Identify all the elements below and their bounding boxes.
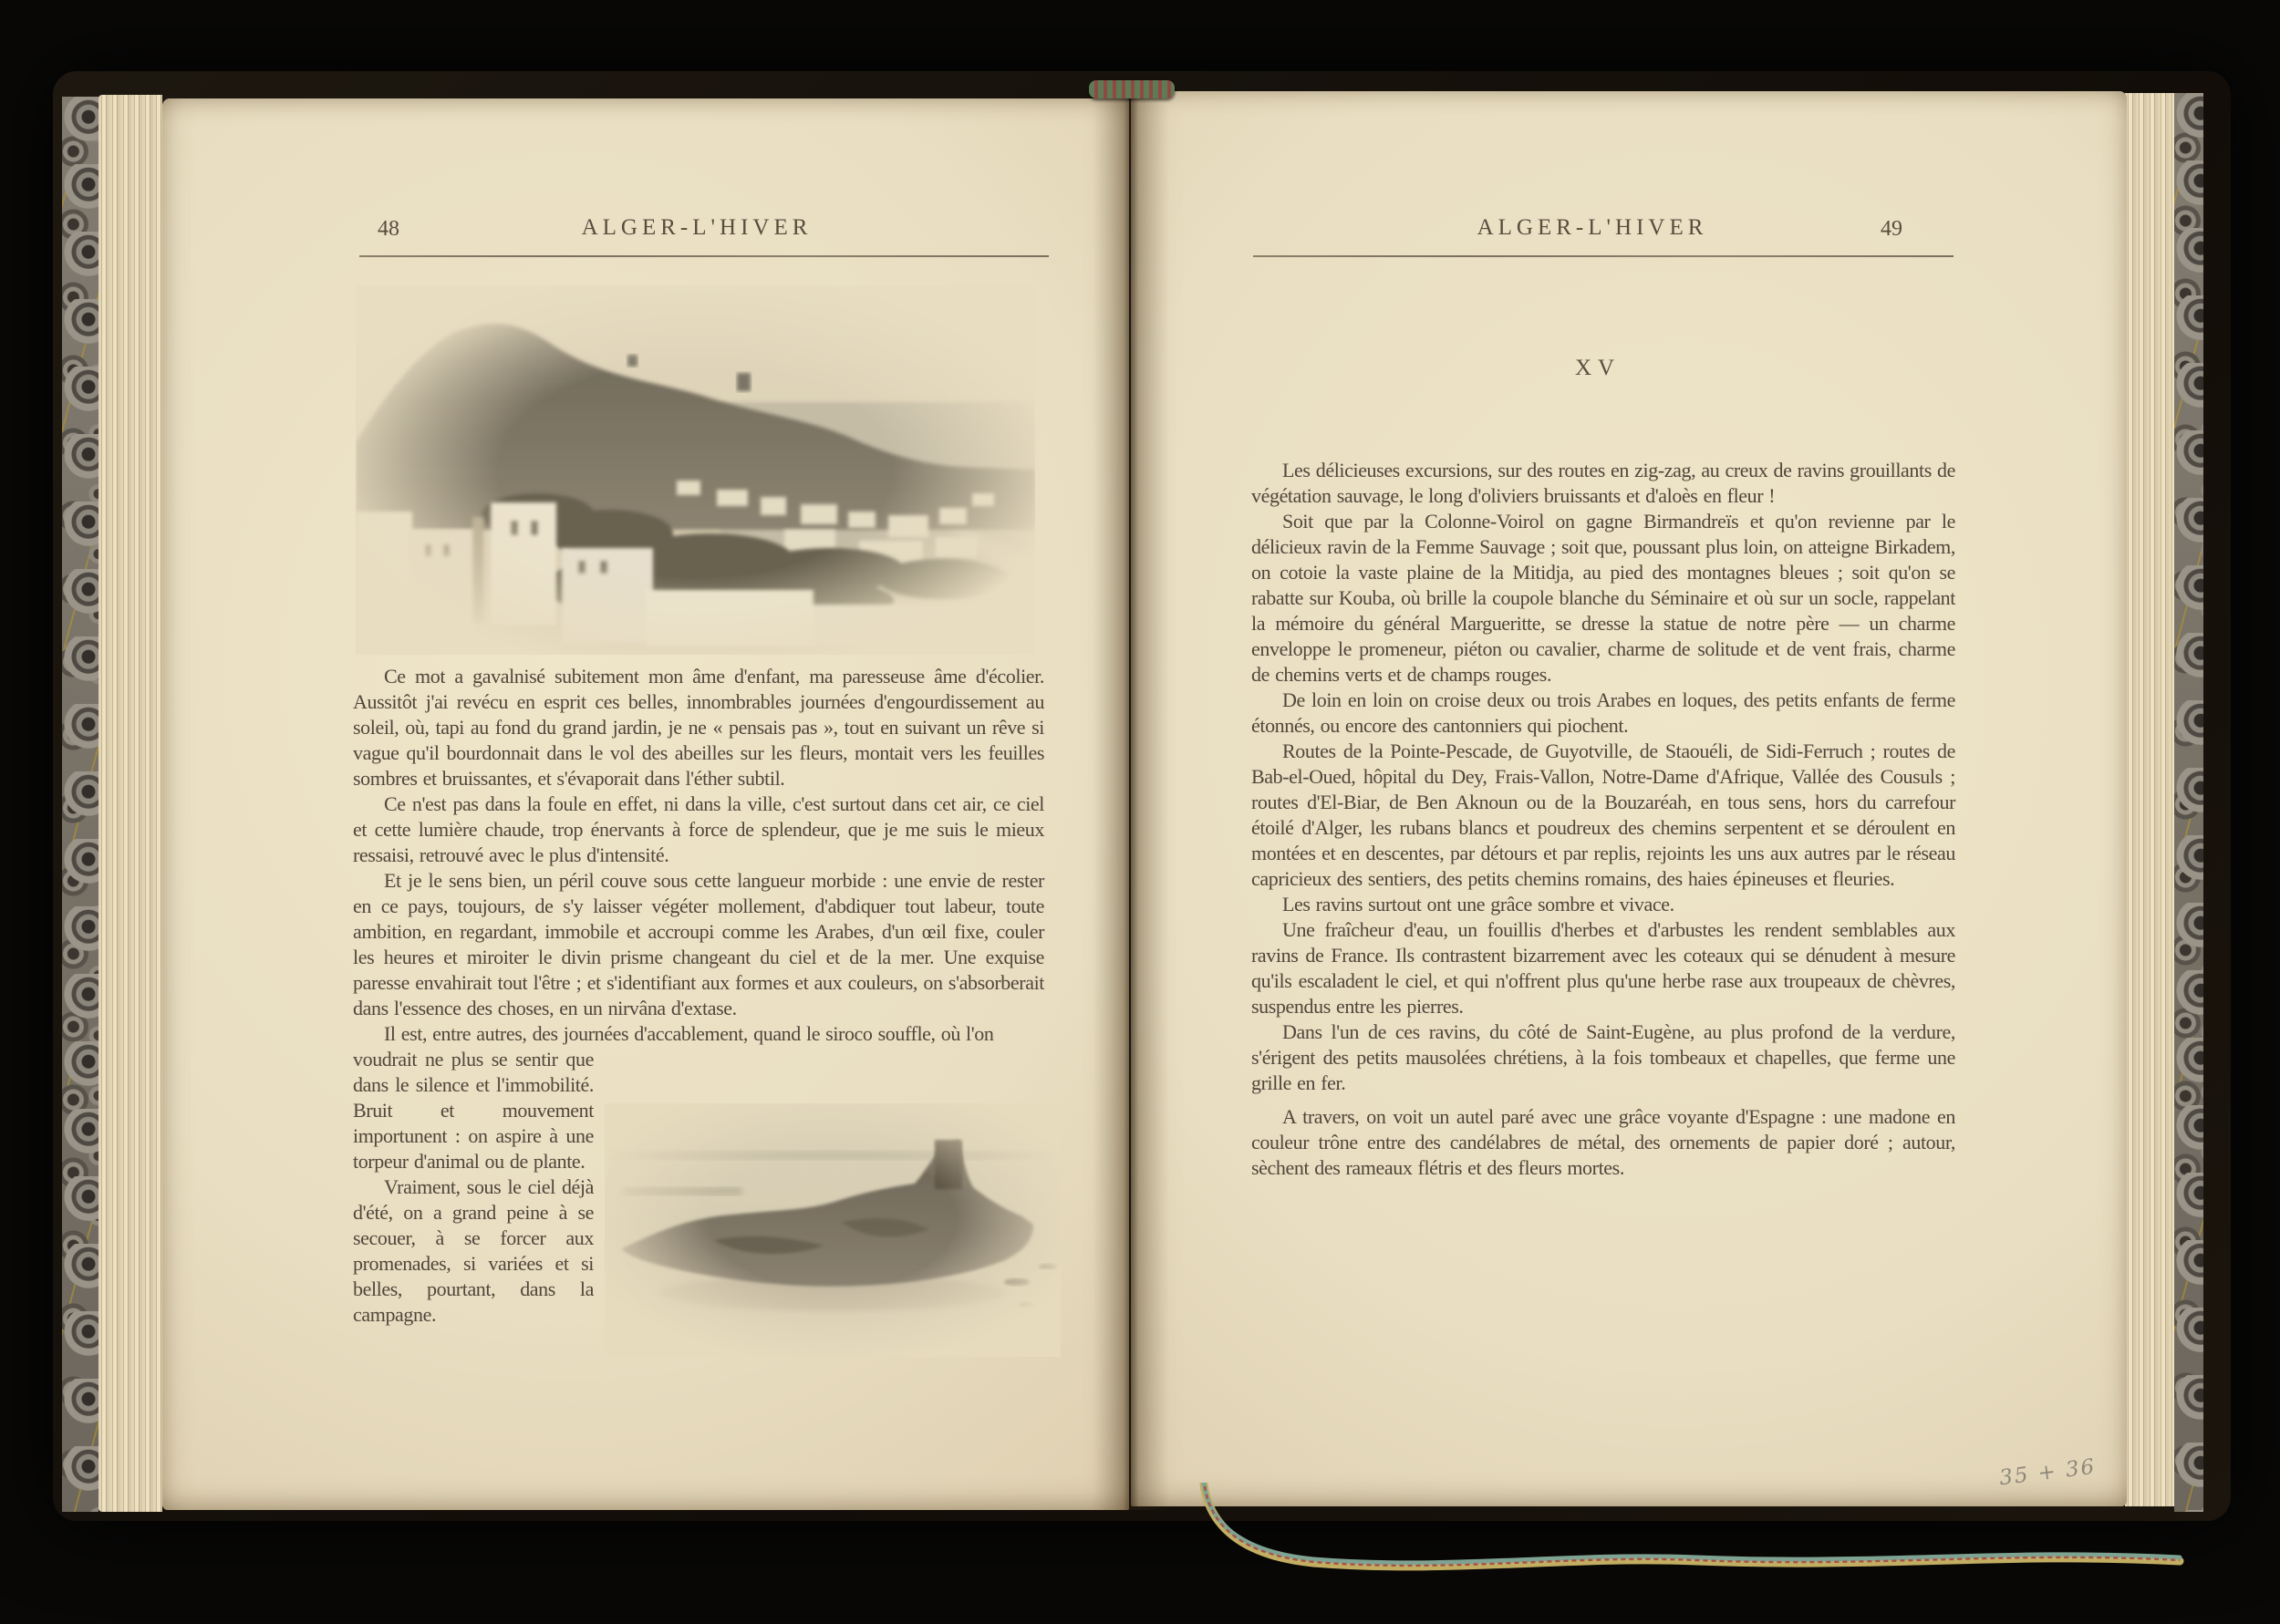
running-title-right: ALGER-L'HIVER — [1477, 215, 1708, 240]
page-number-right: 49 — [1881, 217, 1902, 241]
text-wrap-row — [353, 1047, 1044, 1357]
paragraph: Les délicieuses excursions, sur des routes en zig-zag, au creux de ravins grouillants de végétation sauvage, le long d'oliviers bruissants et d'aloès en fleur ! — [1251, 459, 1955, 507]
marbled-endpaper-right — [2174, 93, 2203, 1512]
paragraph-siroco-rest: voudrait ne plus se sentir que dans le silence et l'immobilité. Bruit et mouvement importunent : on aspire à une torpeur d'animal ou de plante. — [353, 1048, 594, 1173]
paragraph: Les ravins surtout ont une grâce sombre et vivace. — [1282, 893, 1674, 915]
paragraph: Et je le sens bien, un péril couve sous cette langueur morbide : une envie de rester en ce pays, toujours, de s'y laisser végéter mollement, d'abdiquer tout labeur, toute ambition, en regardant, immobile et accroupi comme les Arabes, d'un œil fixe, couler les heures et miroiter le divin prisme changeant du ciel et de la mer. Une exquise paresse envahirait tout l'être ; et s'identifiant aux formes et aux couleurs, on s'absorberait dans l'essence des choses, en un nirvâna d'extase. — [353, 869, 1044, 1019]
spine-headband — [1089, 80, 1175, 98]
page-edges-right — [2125, 93, 2174, 1506]
paragraph: A travers, on voit un autel paré avec une grâce voyante d'Espagne : une madone en couleur trône entre des candélabres de métal, des ornements de papier doré ; autour, sèchent des rameaux flétris et des fleurs mortes. — [1251, 1105, 1955, 1179]
bookmark-ribbon-art — [1176, 1483, 2216, 1601]
header-rule-left — [359, 255, 1049, 257]
paragraph-siroco-intro: Il est, entre autres, des journées d'accablement, quand le siroco souffle, où l'on — [384, 1022, 994, 1045]
left-page-text — [353, 664, 1044, 1357]
narrow-text-column — [353, 1047, 594, 1328]
right-page-text — [1251, 458, 1955, 1181]
photo-rocky-point-art — [605, 1103, 1061, 1357]
paragraph: Vraiment, sous le ciel déjà d'été, on a grand peine à se secouer, à se forcer aux promenades, si variées et si belles, pourtant, dans la campagne. — [353, 1175, 594, 1326]
photo-rocky-point — [605, 1103, 1061, 1357]
left-page — [162, 98, 1129, 1510]
right-page — [1131, 91, 2127, 1506]
running-title-left: ALGER-L'HIVER — [581, 215, 813, 240]
page-number-left: 48 — [378, 217, 399, 241]
paragraph: Soit que par la Colonne-Voirol on gagne Birmandreïs et qu'on revienne par le délicieux ravin de la Femme Sauvage ; soit que, poussant plus loin, on atteigne Birkadem, on cotoie la vaste plaine de la Mitidja, au pied des montagnes bleues ; soit qu'on se rabatte sur Kouba, où brille la coupole blanche du Séminaire et où sur un socle, rappelant la mémoire du général Margueritte, se dresse la statue de notre père — un charme enveloppe le promeneur, piéton ou cavalier, charme de solitude et de vent frais, charme de chemins verts et de champs rouges. — [1251, 510, 1955, 686]
paragraph: Ce n'est pas dans la foule en effet, ni dans la ville, c'est surtout dans cet air, ce ciel et cette lumière chaude, trop énervants à force de splendeur, que je me suis le mieux ressaisi, retrouvé avec le plus d'intensité. — [353, 792, 1044, 866]
paragraph: Ce mot a gavalnisé subitement mon âme d'enfant, ma paresseuse âme d'écolier. Aussitôt j'ai revécu en esprit ces belles, innombrables journées d'engourdissement au soleil, où, tapi au fond du grand jardin, je ne « pensais pas », tout en suivant un rêve si vague qu'il bourdonnait dans le vol des abeilles sur les fleurs, montait vers les feuilles sombres et bruissantes, et s'évaporait dans l'éther subtil. — [353, 665, 1044, 790]
pencil-note: 35 + 36 — [1997, 1454, 2098, 1491]
paragraph: Routes de la Pointe-Pescade, de Guyotville, de Staouéli, de Sidi-Ferruch ; routes de Bab-el-Oued, hôpital du Dey, Frais-Vallon, Notre-Dame d'Afrique, Vallée des Cousuls ; routes d'El-Biar, de Ben Aknoun ou de la Bouzaréah, en tous sens, hors du carrefour étoilé d'Alger, les rubans blancs et poudreux des chemins serpentent et se déroulent en montées et en descentes, par détours et par replis, rejoints les uns aux autres par le réseau capricieux des sentiers, des petits chemins romains, des haies épineuses et fleuries. — [1251, 740, 1955, 890]
chapter-heading: XV — [1574, 356, 1622, 380]
paragraph: Une fraîcheur d'eau, un fouillis d'herbes et d'arbustes les rendent semblables aux ravins de France. Ils contrastent bizarrement avec les coteaux qui se dénudent à mesure qu'ils escaladent le ciel, et qui n'offrent plus qu'une herbe rase aux troupeaux de chèvres, suspendus entre les pierres. — [1251, 918, 1955, 1018]
paragraph: De loin en loin on croise deux ou trois Arabes en loques, des petits enfants de ferme étonnés, ou encore des cantonniers qui piochent. — [1251, 688, 1955, 737]
photo-algiers-hillside-art — [356, 285, 1035, 655]
marbled-endpaper-left — [62, 97, 98, 1512]
photo-algiers-hillside — [356, 285, 1035, 655]
page-edges-left — [98, 95, 162, 1512]
bookmark-ribbon — [1176, 1483, 2216, 1601]
paragraph: Dans l'un de ces ravins, du côté de Saint-Eugène, au plus profond de la verdure, s'érigent des petits mausolées chrétiens, à la fois tombeaux et chapelles, que ferme une grille en fer. — [1251, 1020, 1955, 1094]
header-rule-right — [1253, 255, 1954, 257]
